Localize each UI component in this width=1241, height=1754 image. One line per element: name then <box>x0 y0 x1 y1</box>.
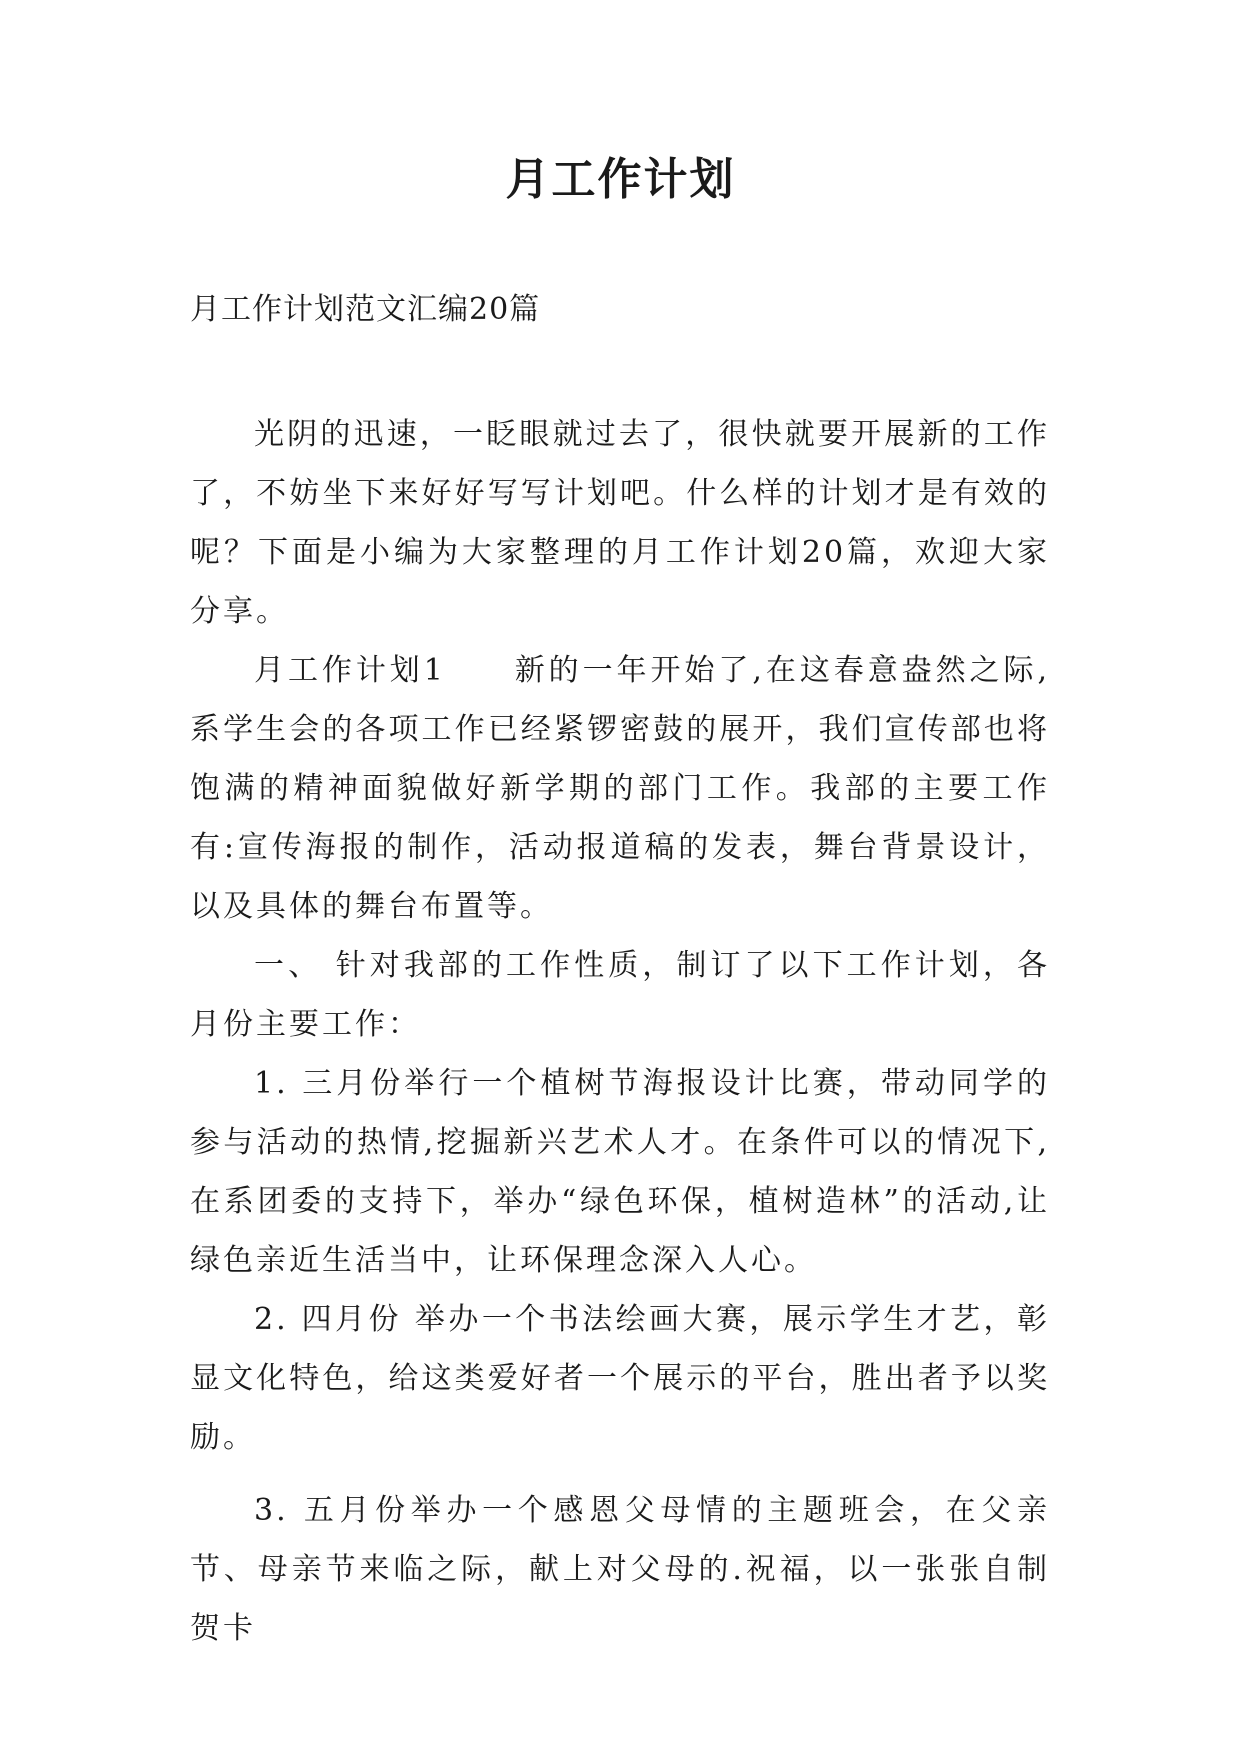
document-subtitle: 月工作计划范文汇编20篇 <box>190 292 541 327</box>
paragraph-intro: 光阴的迅速，一眨眼就过去了，很快就要开展新的工作了，不妨坐下来好好写写计划吧。什么样的计划才是有效的呢？下面是小编为大家整理的月工作计划20篇，欢迎大家分享。 <box>190 417 1050 629</box>
paragraph-plan-1: 月工作计划1 新的一年开始了,在这春意盎然之际,系学生会的各项工作已经紧锣密鼓的展开，我们宣传部也将饱满的精神面貌做好新学期的部门工作。我部的主要工作有:宣传海报的制作，活动报道稿的发表，舞台背景设计，以及具体的舞台布置等。 <box>190 653 1050 924</box>
document-body <box>190 405 1050 1658</box>
paragraph-item-2: 2. 四月份 举办一个书法绘画大赛，展示学生才艺，彰显文化特色，给这类爱好者一个展示的平台，胜出者予以奖励。 <box>190 1302 1050 1455</box>
paragraph-item-3: 3. 五月份举办一个感恩父母情的主题班会，在父亲节、母亲节来临之际，献上对父母的.祝福，以一张张自制贺卡 <box>190 1493 1050 1646</box>
paragraph-section-1: 一、 针对我部的工作性质，制订了以下工作计划，各月份主要工作： <box>190 948 1050 1042</box>
document-title: 月工作计划 <box>505 154 736 205</box>
paragraph-item-1: 1. 三月份举行一个植树节海报设计比赛，带动同学的参与活动的热情,挖掘新兴艺术人才。在条件可以的情况下,在系团委的支持下，举办“绿色环保，植树造林”的活动,让绿色亲近生活当中，让环保理念深入人心。 <box>190 1066 1050 1278</box>
